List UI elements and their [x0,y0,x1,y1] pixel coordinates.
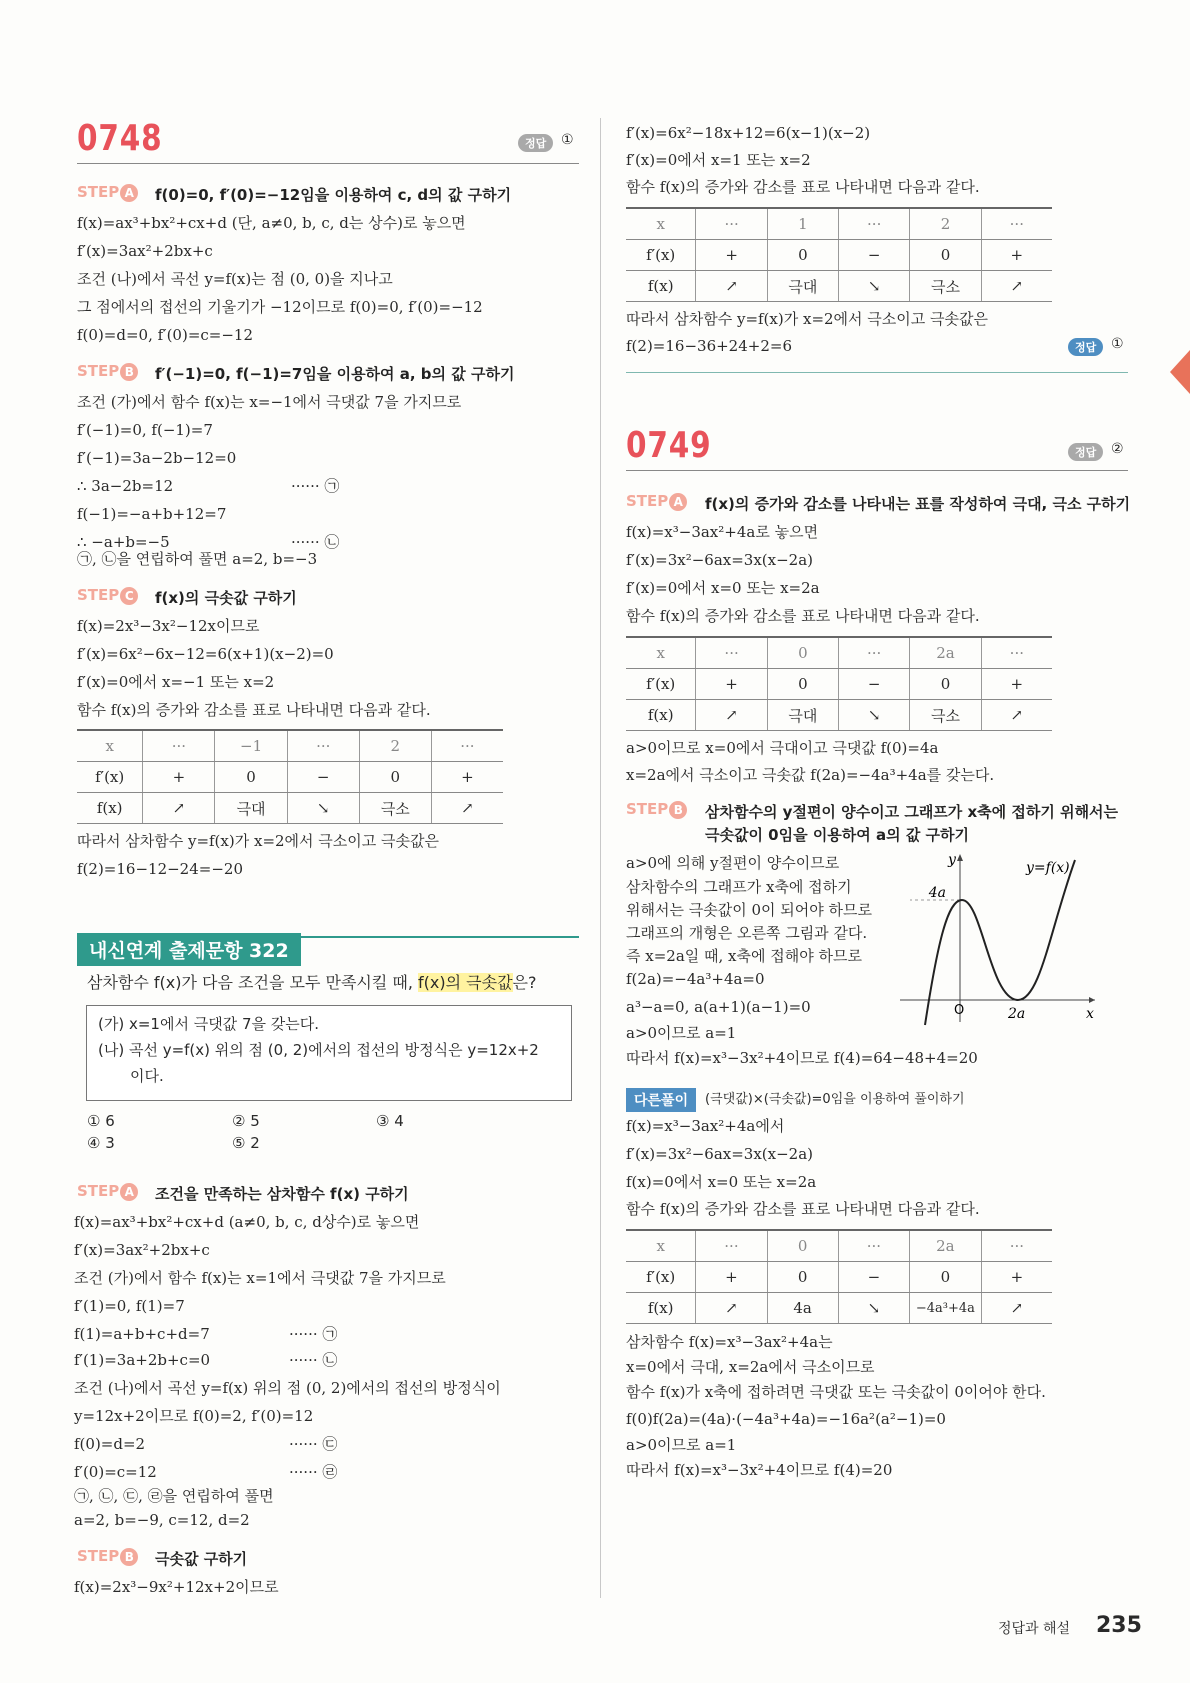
line: f(2)=16−36+24+2=6 [626,337,792,355]
y-mark-label: 4a [928,885,946,901]
line: f(2a)=−4a³+4a=0 [626,970,765,988]
line: a=2, b=−9, c=12, d=2 [74,1511,250,1529]
line: 즉 x=2a일 때, x축에 접해야 하므로 [626,947,862,965]
equation-marker: ······ ㉡ [289,1351,338,1369]
line: 조건 (가)에서 함수 f(x)는 x=1에서 극댓값 7을 가지므로 [74,1269,446,1287]
x-axis-arrow [1089,997,1095,1003]
table-cell: 0 [767,1262,838,1293]
alt-solution-label: 다른풀이 [626,1088,696,1112]
variation-table [626,1229,1052,1324]
table-cell: f′(x) [626,240,696,271]
table-cell: ··· [696,637,767,669]
line: f′(1)=3a+2b+c=0 [74,1351,211,1369]
step-a-title: 조건을 만족하는 삼차함수 f(x) 구하기 [155,1185,409,1203]
line: f(−1)=−a+b+12=7 [77,505,227,523]
answer-badge: 정답 [1068,443,1103,461]
table-cell: 0 [910,669,981,700]
table-cell: ↘ [287,793,359,824]
line: f′(x)=3ax²+2bx+c [77,242,213,260]
line: ∴ 3a−2b=12 [77,477,174,495]
chapter-edge-tab [1170,350,1190,394]
table-cell: ··· [696,208,767,240]
table-cell: + [981,240,1052,271]
step-b-badge: STEP B [77,362,138,381]
line: 따라서 삼차함수 y=f(x)가 x=2에서 극소이고 극솟값은 [626,310,988,328]
line: f′(x)=0에서 x=−1 또는 x=2 [77,673,275,691]
line: 함수 f(x)의 증가와 감소를 표로 나타내면 다음과 같다. [626,607,980,625]
table-cell: 2a [909,1230,981,1262]
step-a-title: f(x)의 증가와 감소를 나타내는 표를 작성하여 극대, 극소 구하기 [705,495,1131,513]
table-cell: + [696,669,767,700]
line: 그래프의 개형은 오른쪽 그림과 같다. [626,924,868,942]
problem-number: 0749 [626,425,712,466]
table-cell: − [287,762,359,793]
table-cell: 극소 [910,700,981,731]
linked-question: 삼차함수 f(x)가 다음 조건을 모두 만족시킬 때, f(x)의 극솟값은? [87,973,537,992]
line: a>0이므로 a=1 [626,1436,737,1454]
table-cell: 극대 [767,271,838,302]
step-b-title-cont: 극솟값이 0임을 이용하여 a의 값 구하기 [705,826,970,844]
step-b-title: 삼차함수의 y절편이 양수이고 그래프가 x축에 접하기 위해서는 [705,803,1119,821]
table-cell: ··· [431,730,503,762]
line: f′(x)=0에서 x=1 또는 x=2 [626,151,811,169]
line: a>0이므로 a=1 [626,1024,737,1042]
table-cell: x [626,1230,696,1262]
table-cell: f′(x) [77,762,143,793]
line: x=2a에서 극소이고 극솟값 f(2a)=−4a³+4a를 갖는다. [626,766,995,784]
step-b-title: 극솟값 구하기 [155,1550,248,1568]
table-cell: 2 [910,208,981,240]
table-cell: ↗ [696,1293,767,1324]
line: f(1)=a+b+c+d=7 [74,1325,210,1343]
table-cell: ↗ [696,271,767,302]
table-cell: 4a [767,1293,838,1324]
table-cell: ↗ [981,1293,1052,1324]
line: ㉠, ㉡을 연립하여 풀면 a=2, b=−3 [77,550,318,568]
table-cell: f(x) [626,271,696,302]
table-cell: + [981,1262,1052,1293]
step-a-badge: STEP A [77,183,138,202]
line: 따라서 f(x)=x³−3x²+4이므로 f(4)=64−48+4=20 [626,1049,978,1067]
line: 함수 f(x)가 x축에 접하려면 극댓값 또는 극솟값이 0이어야 한다. [626,1383,1046,1401]
equation-marker: ······ ㉠ [291,477,340,495]
line: 삼차함수의 그래프가 x축에 접하기 [626,878,852,896]
table-cell: f(x) [77,793,143,824]
equation-marker: ······ ㉡ [291,533,340,551]
table-cell: ↗ [981,271,1052,302]
page-number: 235 [1096,1613,1142,1638]
linked-tab: 내신연계 출제문항 322 [77,933,301,966]
table-cell: + [143,762,215,793]
table-cell: ··· [981,1230,1052,1262]
table-cell: f(x) [626,700,696,731]
step-a-badge: STEP A [77,1182,138,1201]
table-cell: −1 [215,730,287,762]
condition-2-cont: 이다. [130,1067,164,1085]
line: f(x)=x³−3ax²+4a에서 [626,1117,785,1135]
line: f′(x)=6x²−18x+12=6(x−1)(x−2) [626,124,871,142]
step-c-badge: STEP C [77,586,138,605]
table-cell: 2a [910,637,981,669]
line: 따라서 f(x)=x³−3x²+4이므로 f(4)=20 [626,1461,893,1479]
answer-badge: 정답 [518,134,553,152]
line: f(0)f(2a)=(4a)·(−4a³+4a)=−16a²(a²−1)=0 [626,1410,946,1428]
divider [626,470,1128,471]
line: f(x)=0에서 x=0 또는 x=2a [626,1173,817,1191]
equation-marker: ······ ㉢ [289,1435,338,1453]
table-cell: 극대 [215,793,287,824]
line: f′(x)=0에서 x=0 또는 x=2a [626,579,820,597]
table-cell: f(x) [626,1293,696,1324]
table-cell: ··· [981,637,1052,669]
choice: ③ 4 [376,1112,404,1130]
table-cell: + [431,762,503,793]
table-cell: ··· [839,637,910,669]
equation-marker: ······ ㉣ [289,1463,338,1481]
line: f′(x)=3ax²+2bx+c [74,1241,210,1259]
line: a³−a=0, a(a+1)(a−1)=0 [626,998,811,1016]
table-cell: 0 [767,240,838,271]
line: f(0)=d=2 [74,1435,146,1453]
step-b-title: f′(−1)=0, f(−1)=7임을 이용하여 a, b의 값 구하기 [155,365,515,383]
line: f′(x)=6x²−6x−12=6(x+1)(x−2)=0 [77,645,334,663]
answer-value: ① [1111,336,1124,352]
table-cell: + [696,1262,767,1293]
y-axis-label: y [948,852,956,868]
line: f(x)=ax³+bx²+cx+d (a≠0, b, c, d상수)로 놓으면 [74,1213,420,1231]
step-a-title: f(0)=0, f′(0)=−12임을 이용하여 c, d의 값 구하기 [155,186,512,204]
choice: ② 5 [232,1112,260,1130]
table-cell: ↗ [981,700,1052,731]
problem-number: 0748 [77,118,163,159]
line: f′(−1)=3a−2b−12=0 [77,449,237,467]
table-cell: − [838,1262,909,1293]
line: 함수 f(x)의 증가와 감소를 표로 나타내면 다음과 같다. [77,701,431,719]
table-cell: ↘ [839,700,910,731]
table-cell: ··· [838,1230,909,1262]
line: ㉠, ㉡, ㉢, ㉣을 연립하여 풀면 [74,1487,274,1505]
variation-table [626,636,1052,731]
table-cell: + [981,669,1052,700]
cubic-graph [890,850,1100,1030]
choice: ④ 3 [87,1134,115,1152]
line: a>0이므로 x=0에서 극대이고 극댓값 f(0)=4a [626,739,939,757]
step-c-title: f(x)의 극솟값 구하기 [155,589,297,607]
variation-table [77,729,503,824]
line: 함수 f(x)의 증가와 감소를 표로 나타내면 다음과 같다. [626,1200,980,1218]
table-cell: − [839,669,910,700]
line: f(x)=x³−3ax²+4a로 놓으면 [626,523,819,541]
line: f(0)=d=0, f′(0)=c=−12 [77,326,254,344]
column-separator [600,118,601,1598]
table-cell: x [626,637,696,669]
line: 조건 (나)에서 곡선 y=f(x) 위의 점 (0, 2)에서의 접선의 방정식이 [74,1379,501,1397]
line: f(x)=2x³−9x²+12x+2이므로 [74,1578,279,1596]
table-cell: ↗ [696,700,767,731]
line: a>0에 의해 y절편이 양수이므로 [626,854,840,872]
table-cell: f′(x) [626,669,696,700]
table-cell: ↗ [431,793,503,824]
table-cell: x [626,208,696,240]
line: ∴ −a+b=−5 [77,533,170,551]
table-cell: 극소 [910,271,981,302]
choice: ① 6 [87,1112,115,1130]
divider [626,372,1128,373]
table-cell: 0 [767,669,838,700]
table-cell: − [839,240,910,271]
step-a-badge: STEP A [626,492,687,511]
answer-value: ② [1111,441,1124,457]
line: 삼차함수 f(x)=x³−3ax²+4a는 [626,1333,833,1351]
line: f′(−1)=0, f(−1)=7 [77,421,213,439]
line: x=0에서 극대, x=2a에서 극소이므로 [626,1358,875,1376]
table-cell: ↘ [838,1293,909,1324]
line: f(x)=2x³−3x²−12x이므로 [77,617,260,635]
line: f′(x)=3x²−6ax=3x(x−2a) [626,1145,814,1163]
divider [77,163,579,164]
footer-label: 정답과 해설 [998,1621,1071,1637]
table-cell: ··· [981,208,1052,240]
table-cell: −4a³+4a [909,1293,981,1324]
step-b-badge: STEP B [626,800,687,819]
table-cell: 0 [767,1230,838,1262]
line: f′(1)=0, f(1)=7 [74,1297,185,1315]
line: 조건 (가)에서 함수 f(x)는 x=−1에서 극댓값 7을 가지므로 [77,393,462,411]
table-cell: 극대 [767,700,838,731]
step-b-badge: STEP B [77,1547,138,1566]
table-cell: 1 [767,208,838,240]
alt-solution-title: (극댓값)×(극솟값)=0임을 이용하여 풀이하기 [705,1092,965,1107]
table-cell: ↗ [143,793,215,824]
table-cell: 0 [767,637,838,669]
table-cell: 2 [359,730,431,762]
table-cell: 0 [910,240,981,271]
line: 위해서는 극솟값이 0이 되어야 하므로 [626,901,872,919]
choice: ⑤ 2 [232,1134,260,1152]
line: 조건 (나)에서 곡선 y=f(x)는 점 (0, 0)을 지나고 [77,270,393,288]
table-cell: ··· [143,730,215,762]
line: f(2)=16−12−24=−20 [77,860,243,878]
origin-label: O [954,1003,965,1018]
table-cell: 0 [359,762,431,793]
function-label: y=f(x) [1026,860,1070,876]
table-cell: ··· [839,208,910,240]
line: y=12x+2이므로 f(0)=2, f′(0)=12 [74,1407,314,1425]
x-axis-label: x [1086,1006,1094,1022]
line: 그 점에서의 접선의 기울기가 −12이므로 f(0)=0, f′(0)=−12 [77,298,483,316]
answer-value: ① [561,132,574,148]
line: f(x)=ax³+bx²+cx+d (단, a≠0, b, c, d는 상수)로 놓으면 [77,214,466,232]
table-cell: x [77,730,143,762]
table-cell: + [696,240,767,271]
table-cell: 0 [215,762,287,793]
variation-table [626,207,1052,302]
condition-2: (나) 곡선 y=f(x) 위의 점 (0, 2)에서의 접선의 방정식은 y=12x+2 [98,1041,539,1059]
condition-1: (가) x=1에서 극댓값 7을 갖는다. [98,1015,319,1033]
table-cell: 0 [909,1262,981,1293]
line: f′(0)=c=12 [74,1463,157,1481]
table-cell: ··· [696,1230,767,1262]
table-cell: ↘ [839,271,910,302]
equation-marker: ······ ㉠ [289,1325,338,1343]
line: f′(x)=3x²−6ax=3x(x−2a) [626,551,814,569]
line: 따라서 삼차함수 y=f(x)가 x=2에서 극소이고 극솟값은 [77,832,439,850]
table-cell: f′(x) [626,1262,696,1293]
x-mark-label: 2a [1008,1006,1026,1022]
y-axis-arrow [957,854,963,861]
table-cell: 극소 [359,793,431,824]
answer-badge: 정답 [1068,338,1103,356]
line: 함수 f(x)의 증가와 감소를 표로 나타내면 다음과 같다. [626,178,980,196]
table-cell: ··· [287,730,359,762]
